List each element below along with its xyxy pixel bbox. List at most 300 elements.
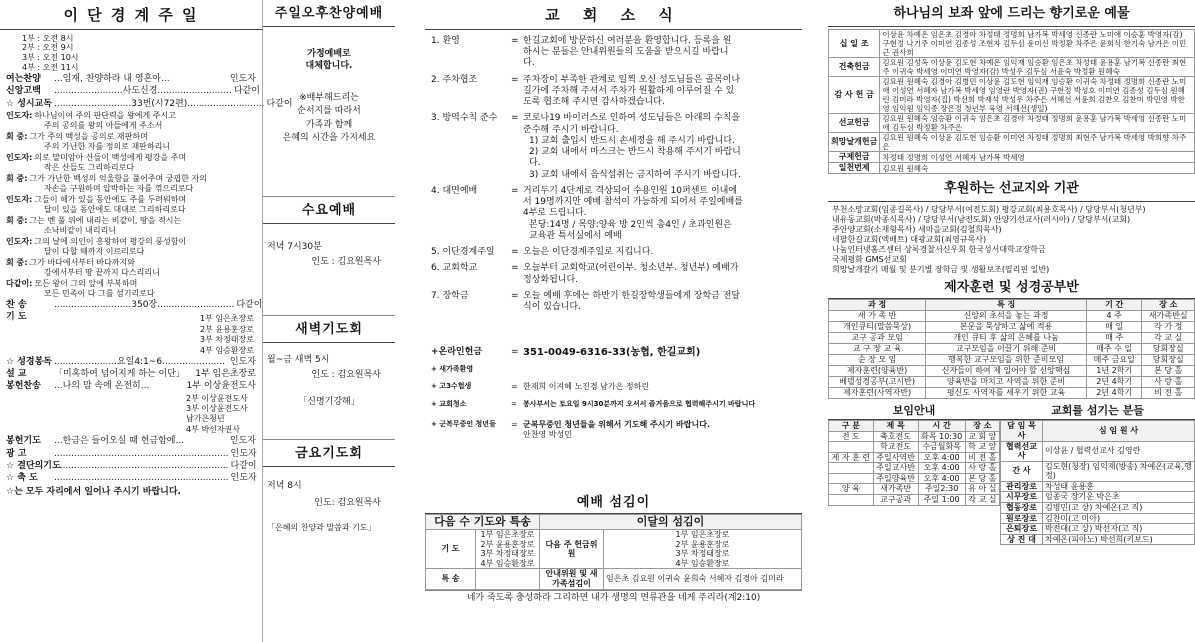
newcomer-row: + 새가족환영 bbox=[431, 364, 474, 373]
reading-verse bbox=[0, 237, 262, 257]
board-row bbox=[829, 484, 1000, 495]
table-cell: 매 일 bbox=[1086, 321, 1142, 332]
table-cell: 수금월화목 bbox=[918, 442, 965, 453]
offering-category: 십 일 조 bbox=[829, 30, 880, 58]
order-leader: 다같이 bbox=[233, 86, 260, 97]
officer-names: 임종국 장기운 박은초 bbox=[1042, 492, 1194, 503]
order-content: ............................................................. bbox=[54, 460, 229, 471]
offering-names: 이상윤 차예온 임은초 김경아 차정태 정명희 남가복 박세영 신종란 노미애 이승훈 박영자(감) 구현정 나기주 이미연 김종성 조현자 김두심 윤미신 박정환 차주은 윤희식 한기숙 남가은 이민근 권사희 bbox=[880, 30, 1195, 58]
news-line: 준수해 주시기 바랍니다. bbox=[523, 124, 619, 135]
header-cell: 시 간 bbox=[918, 420, 965, 431]
order-row bbox=[0, 461, 262, 472]
news-line: 코로나19 바이러스로 인하여 성도님들은 아래의 수칙을 bbox=[523, 113, 741, 124]
offering-category: 건축헌금 bbox=[829, 58, 880, 77]
order-leader: 인도자 bbox=[229, 436, 256, 447]
table-cell: 2년 4학기 bbox=[1086, 387, 1142, 398]
offering-names: 김요원 김성옥 이상윤 김도현 차예온 임익재 임승환 임은초 차성태 윤용훈 남기복 신종란 최현주 이귀숙 박세영 이미연 박영자(감) 박성우 김두심 서윤숙 박정환 원혜숙 bbox=[880, 58, 1195, 77]
next-member: 3부 차정태장로 bbox=[675, 549, 730, 559]
board-row bbox=[829, 452, 1000, 463]
table-cell: 교구공과 bbox=[873, 495, 918, 506]
training-row bbox=[829, 387, 1195, 398]
table-cell: 각 교 실 bbox=[1142, 332, 1195, 343]
reading-verse bbox=[0, 174, 262, 194]
order-of-worship-panel bbox=[0, 0, 293, 642]
order-content: ...임재, 찬양하라 내 영혼아... bbox=[54, 74, 170, 85]
verse-text: 하나님이여 주의 판단력을 왕에게 주시고 bbox=[34, 110, 176, 120]
mission-line: 국제평화 GMS선교회 bbox=[832, 254, 907, 264]
wednesday-info: 저녁 7시30분 인도 : 김요원목사 bbox=[267, 242, 381, 268]
mission-list bbox=[828, 202, 1195, 278]
service-time: 2부 : 오전 9시 bbox=[22, 43, 74, 53]
verse-text: 주의 공의를 왕의 아들에게 주소서 bbox=[44, 120, 163, 130]
table-cell: 오후 4:00 bbox=[918, 452, 965, 463]
table-cell: 당회장실 bbox=[1142, 354, 1195, 365]
sermon-row: 설 교 「미혹하여 넘어지게 하는 이단」 1부 임은초장로 bbox=[6, 369, 256, 380]
verse-line bbox=[6, 216, 256, 226]
officer-role: 간 사 bbox=[1001, 461, 1043, 481]
header-cell: 장 소 bbox=[1142, 299, 1195, 310]
training-title: 제자훈련 및 성경공부반 bbox=[828, 278, 1195, 299]
news-text bbox=[523, 113, 796, 181]
table-cell: 각 교 실 bbox=[965, 495, 999, 506]
header-cell: 장 소 bbox=[965, 420, 999, 431]
order-row bbox=[0, 98, 293, 110]
news-text bbox=[523, 291, 796, 314]
verse-line bbox=[6, 226, 256, 236]
offering-category: 구제헌금 bbox=[829, 152, 880, 163]
table-cell: 주일2:30 bbox=[918, 484, 965, 495]
table-cell: 본 당 홀 bbox=[965, 473, 999, 484]
order-label: 광 고 bbox=[6, 448, 27, 459]
news-subline: 본당:14명 / 목양:양육 방 2인씩 총4인 / 초과인원은 bbox=[529, 219, 732, 230]
news-line: 도록 협조해 주시면 감사하겠습니다. bbox=[523, 97, 665, 107]
table-cell bbox=[829, 473, 874, 484]
friday-info: 저녁 8시 인도: 김요원목사 「은혜의 찬양과 말씀과 기도」 bbox=[267, 480, 381, 533]
training-row bbox=[829, 332, 1195, 343]
table-cell: 제자훈련(양육반) bbox=[829, 365, 926, 376]
order-content: ...........................33번(시72편)........................... bbox=[54, 98, 265, 109]
officer-row bbox=[1001, 492, 1195, 503]
soldiers-row: + 군복무중인 청년들 = 군복무중인 청년들을 위해서 기도해 주시기 바랍니다. 안찬영 박성민 bbox=[431, 420, 710, 440]
news-item bbox=[431, 247, 796, 258]
order-top bbox=[0, 74, 293, 110]
table-cell: 1년 2학기 bbox=[1086, 365, 1142, 376]
news-title: 교 회 소 식 bbox=[425, 0, 802, 30]
next-member: 2부 윤용훈장로 bbox=[675, 539, 730, 549]
table-cell: 주일교사반 bbox=[873, 463, 918, 474]
verse-text: 모든 민족이 다 그를 섬기리로다 bbox=[44, 288, 155, 298]
offerings-title: 하나님의 보좌 앞에 드리는 향기로운 예물 bbox=[828, 0, 1195, 27]
table-cell: 화목 10:30 bbox=[918, 431, 965, 442]
news-text bbox=[523, 263, 796, 286]
offering-row bbox=[829, 133, 1195, 152]
officer-names: 김병민(고 상) 차예온(고 직) bbox=[1042, 503, 1194, 514]
table-cell: 제자훈련(사역자반) bbox=[829, 387, 926, 398]
verse-line bbox=[6, 258, 256, 268]
table-cell: 개인 큐티 후 삶의 은혜를 나눔 bbox=[926, 332, 1087, 343]
news-item bbox=[431, 113, 796, 181]
choir-member: 4부 박선자권사 bbox=[186, 424, 241, 434]
verse-text: 달이 있을 동안에도 대대로 그리하리로다 bbox=[44, 204, 186, 214]
news-text bbox=[523, 186, 796, 242]
verse-line bbox=[6, 132, 256, 142]
training-row bbox=[829, 376, 1195, 387]
verse-text: 그가 바다에서부터 바다까지와 bbox=[29, 257, 136, 267]
offerings-table bbox=[828, 29, 1195, 174]
order-content: ...한금은 들어오실 때 헌금함에... bbox=[54, 436, 185, 447]
verse-text: 주의 가난한 자를 정의로 재판하리니 bbox=[44, 141, 171, 151]
news-key: 6. 교회학교 bbox=[431, 263, 478, 274]
table-cell: 학교전도 bbox=[873, 442, 918, 453]
table-cell bbox=[829, 463, 874, 474]
verse-text: 그가 주의 백성을 공의로 재판하며 bbox=[29, 131, 148, 141]
order-row bbox=[0, 473, 262, 484]
table-cell: 학 교 앞 bbox=[965, 442, 999, 453]
offering-names: 김요원 원혜숙 이상윤 김도현 임승환 이미연 차정태 정명희 최현주 남가복 박세영 박희향 차주은 bbox=[880, 133, 1195, 152]
training-row bbox=[829, 321, 1195, 332]
table-cell: 양육반을 마치고 사역을 위한 준비 bbox=[926, 376, 1087, 387]
verse-text: 강에서부터 땅 끝까지 다스리리니 bbox=[44, 267, 160, 277]
service-time: 1부 : 오전 8시 bbox=[22, 33, 74, 43]
verse-line bbox=[6, 289, 256, 299]
choir-member: 남가은청년 bbox=[186, 414, 225, 424]
offering-row bbox=[829, 30, 1195, 58]
order-label: ☆ 축 도 bbox=[6, 473, 38, 483]
officer-row bbox=[1001, 503, 1195, 514]
table-cell: 행복한 교구모임을 위한 준비모임 bbox=[926, 354, 1087, 365]
reader: 인도자: bbox=[6, 110, 33, 120]
serve-table: 다음 수 기도와 특송 이달의 섬김이 기 도 1부 임은초장로 2부 윤용훈장로 3부 차정태장로 4부 임승환장로 다음 주 헌금위원 1부 임은초장로 2부 윤용훈장로 3부 차정태장로 4부 임승환장로 특 송 안내위원 및 새가족섬김이 임은초 김요원 이귀숙 윤희숙 서혜자 김경아 김미라 bbox=[425, 514, 802, 589]
next-member: 4부 임승환장로 bbox=[675, 558, 730, 568]
news-key: 2. 주차협조 bbox=[431, 74, 478, 85]
verse-line bbox=[6, 121, 256, 131]
prayer-row: 기 도 bbox=[6, 312, 27, 323]
table-cell: 새 가 족 반 bbox=[829, 310, 926, 321]
board-row bbox=[829, 495, 1000, 506]
table-cell: 전 도 bbox=[829, 431, 874, 442]
verse-text: 작은 산들도 그리하리로다 bbox=[44, 162, 135, 172]
news-subline: 다. bbox=[529, 158, 541, 169]
sunday-afternoon-main: 가정예배로 대체합니다. bbox=[305, 49, 353, 71]
officer-names: 차성태 윤용훈 bbox=[1042, 481, 1194, 492]
table-cell: 각 가 정 bbox=[1142, 321, 1195, 332]
officer-role: 협동장로 bbox=[1001, 503, 1043, 514]
table-cell: 비 전 홀 bbox=[965, 452, 999, 463]
bottom-tables bbox=[828, 403, 1195, 546]
news-text bbox=[523, 36, 796, 70]
table-cell bbox=[829, 442, 874, 453]
news-text bbox=[523, 247, 796, 258]
verse-line bbox=[6, 279, 256, 289]
news-key: 1. 환영 bbox=[431, 35, 460, 46]
order-label: 신앙고백 bbox=[6, 86, 41, 97]
table-cell: 새가족반실 bbox=[1142, 310, 1195, 321]
news-eq: = bbox=[511, 113, 519, 124]
news-key: 3. 방역수칙 준수 bbox=[431, 113, 498, 124]
training-row bbox=[829, 354, 1195, 365]
table-header bbox=[829, 299, 1195, 310]
board-row bbox=[829, 442, 1000, 453]
choir-members bbox=[0, 394, 262, 436]
verse-text: 달이 다할 때까지 이르리로다 bbox=[44, 246, 145, 256]
mission-line: 나눔인터넷홈즈센터 상록경찰서신우회 한국성서대학교장학금 bbox=[832, 244, 1046, 254]
news-line: 주차장이 부족한 관계로 일찍 오신 성도님들은 골목이나 bbox=[523, 74, 741, 85]
officer-names: 박전대(고 상) 박선자(고 직) bbox=[1042, 524, 1194, 535]
table-cell: 신앙의 초석을 놓는 과정 bbox=[926, 310, 1087, 321]
header-cell: 구 분 bbox=[829, 420, 874, 431]
offering-names: 김요원 원혜숙 임승환 이귀숙 임은초 김경아 차정태 정명희 윤용훈 남가복 박세영 신종란 노미애 김두심 박정환 차주은 bbox=[880, 114, 1195, 133]
news-eq: = bbox=[511, 290, 519, 301]
table-cell: 교 회 앞 bbox=[965, 431, 999, 442]
mission-line: 주안양교회(소재형목사) 새마을교회(김철희목사) bbox=[832, 224, 1002, 234]
reading-verse bbox=[0, 258, 262, 278]
officer-row bbox=[1001, 534, 1195, 545]
table-cell: 오후 4:00 bbox=[918, 463, 965, 474]
header-cell: 특 징 bbox=[926, 299, 1087, 310]
offering-names: 김요원 원혜숙 bbox=[880, 163, 1195, 174]
table-cell: 개인큐티(말씀묵상) bbox=[829, 321, 926, 332]
cleaning-row: + 교회청소 = 봉사부서는 토요일 9시30분까지 오셔서 즐거움으로 협력해주시기 바랍니다 bbox=[431, 399, 756, 408]
verse-line bbox=[6, 247, 256, 257]
officers-title: 교회를 섬기는 분들 bbox=[1000, 403, 1195, 420]
order-leader: 인도자 bbox=[230, 473, 257, 483]
service-time: 3부 : 오전 10시 bbox=[22, 52, 79, 62]
service-time: 4부 : 오전 11시 bbox=[22, 62, 79, 72]
verse-text: 자손을 구원하며 압박하는 자를 꺾으리로다 bbox=[44, 183, 194, 193]
table-cell: 당회장실 bbox=[1142, 343, 1195, 354]
officer-role: 은퇴장로 bbox=[1001, 524, 1043, 535]
officer-role: 협력선교사 bbox=[1001, 441, 1043, 461]
verse-line bbox=[6, 111, 256, 121]
order-row bbox=[0, 436, 262, 447]
mission-line: 희망날개갈기 매월 및 분기별 장학금 및 생활보조(필리핀 일반) bbox=[832, 264, 1050, 274]
table-cell: 순 장 모 임 bbox=[829, 354, 926, 365]
reader: 다같이: bbox=[6, 278, 33, 288]
verse-line bbox=[6, 184, 256, 194]
reader: 회 중: bbox=[6, 131, 28, 141]
reading-verse bbox=[0, 111, 262, 131]
dawn-info: 월~금 새벽 5시 인도 : 김요원목사 「신명기강해」 bbox=[267, 354, 381, 408]
reading-verse bbox=[0, 153, 262, 173]
news-line: 오늘부터 교회학교(어린이부. 청소년부. 청년부) 예배가 bbox=[523, 263, 739, 274]
mission-line: 부천소망교회(임종길목사) / 당당부서(여전도회) 평강교회(최용호목사) / 당당부서(청년부) bbox=[832, 204, 1146, 214]
news-line: 4부로 드립니다. bbox=[523, 208, 587, 219]
offering-row bbox=[829, 77, 1195, 114]
news-item bbox=[431, 263, 796, 286]
reader: 회 중: bbox=[6, 257, 28, 267]
training-table bbox=[828, 299, 1195, 399]
news-text bbox=[523, 75, 796, 109]
order-row bbox=[0, 86, 262, 97]
offering-category: 선교헌금 bbox=[829, 114, 880, 133]
news-line: 서 19명까지만 예배 참석이 가능하게 되어서 주일예배를 bbox=[523, 197, 743, 207]
table-cell: 사 랑 홀 bbox=[1142, 376, 1195, 387]
news-eq: = bbox=[511, 74, 519, 85]
reader: 인도자: bbox=[6, 236, 33, 246]
news-key: 5. 이단경계주일 bbox=[431, 247, 495, 257]
verse-text: 그들이 해가 있을 동안에도 주를 두려워하며 bbox=[34, 194, 187, 204]
mission-title: 후원하는 선교지와 기관 bbox=[828, 178, 1195, 201]
officer-row bbox=[1001, 481, 1195, 492]
training-row bbox=[829, 365, 1195, 376]
news-list bbox=[425, 30, 802, 314]
next-member: 1부 임은초장로 bbox=[675, 530, 730, 539]
service-times bbox=[22, 34, 262, 72]
news-eq: = bbox=[511, 185, 519, 196]
news-eq: = bbox=[511, 247, 519, 257]
order-row bbox=[0, 449, 262, 460]
reading-row: ☆ 성경봉독 ......................요일4:1~6...................... 인도자 bbox=[6, 356, 256, 367]
table-cell: 교구 공과 모임 bbox=[829, 332, 926, 343]
verse-text: 소낙비같이 내리리니 bbox=[44, 225, 117, 235]
order-bottom bbox=[0, 436, 262, 484]
offering-category: 희망날개헌금 bbox=[829, 133, 880, 152]
board-row bbox=[829, 463, 1000, 474]
order-label: 봉헌기도 bbox=[6, 436, 41, 447]
online-offering: +온라인헌금 = 351-0049-6316-33(농협, 한길교회) bbox=[431, 347, 701, 359]
table-cell: 제 자 훈 련 bbox=[829, 452, 874, 463]
order-leader: 인도자 bbox=[229, 74, 256, 85]
news-line: 오늘은 이단경계주일로 지킵니다. bbox=[523, 247, 654, 257]
order-leader: 인도자 bbox=[230, 448, 257, 459]
prayer-member: 3부 차정태장로 bbox=[199, 335, 254, 345]
verse-line bbox=[6, 205, 256, 215]
reader: 회 중: bbox=[6, 215, 28, 225]
order-row bbox=[0, 74, 262, 85]
order-leader: 다같이 bbox=[266, 98, 293, 109]
header-cell: 제 목 bbox=[873, 420, 918, 431]
news-key: 4. 대면예배 bbox=[431, 185, 478, 196]
officer-role: 원로장로 bbox=[1001, 513, 1043, 524]
hymn-row: 찬 송 ...........................350장........................... 다같이 bbox=[6, 299, 263, 310]
news-item bbox=[431, 186, 796, 242]
order-content: ............................................................. bbox=[54, 473, 229, 483]
verse-text: 그의 날에 의인이 흥왕하여 평강의 풍성함이 bbox=[34, 236, 187, 246]
table-cell: 매주 금요일 bbox=[1086, 354, 1142, 365]
table-cell: 2년 4학기 bbox=[1086, 376, 1142, 387]
news-subline: 1) 교회 출입시 반드시 손세정을 해 주시기 바랍니다. bbox=[529, 135, 736, 146]
news-key: 7. 장학금 bbox=[431, 290, 469, 301]
verse-line bbox=[6, 237, 256, 247]
reader: 회 중: bbox=[6, 173, 28, 183]
header-cell: 심 임 원 사 bbox=[1042, 420, 1194, 441]
table-cell: 교구모임을 이끌기 위해 준비 bbox=[926, 343, 1087, 354]
choir-member: 3부 이상윤전도사 bbox=[186, 404, 248, 414]
reader: 인도자: bbox=[6, 194, 33, 204]
table-cell: 베델성경공부(고시반) bbox=[829, 376, 926, 387]
board-row bbox=[829, 431, 1000, 442]
verse-line bbox=[6, 268, 256, 278]
table-cell: 주일사역반 bbox=[873, 452, 918, 463]
choir-row: 봉헌찬송 ...나의 맘 속에 온전히... 1부 이상윤전도사 bbox=[6, 381, 256, 392]
news-line: 정상화됩니다. bbox=[523, 274, 579, 285]
offering-row bbox=[829, 58, 1195, 77]
officer-names: 차예온(피아노) 박선희(키보드) bbox=[1042, 534, 1194, 545]
verse-text: 의로 말미암아 산들이 백성에게 평강을 주며 bbox=[34, 152, 187, 162]
table-cell: 주일양육반 bbox=[873, 473, 918, 484]
offering-row bbox=[829, 114, 1195, 133]
header-cell: 담 임 목 사 bbox=[1001, 420, 1043, 441]
news-line: 길가에 주차해 주셔서 주차가 원활하게 이루어질 수 있 bbox=[523, 85, 735, 96]
table-cell: 양 육 bbox=[829, 484, 874, 495]
pray-member: 3부 차정태장로 bbox=[480, 549, 535, 559]
offering-row bbox=[829, 163, 1195, 174]
pray-member: 1부 임은초장로 bbox=[480, 530, 535, 539]
board-title: 보임안내 bbox=[828, 403, 1000, 420]
table-cell: 매 주 bbox=[1086, 332, 1142, 343]
news-subline: 2) 교회 내에서 마스크는 반드시 착용해 주시기 바랍니 bbox=[529, 147, 741, 157]
church-news-panel bbox=[425, 0, 802, 642]
extra-news bbox=[425, 347, 802, 440]
mission-line: 내유동교회(박종식목사) / 당당부서(남전도회) 안양기선교사(러시아) / 당당부서(교회) bbox=[832, 214, 1131, 224]
officer-row bbox=[1001, 461, 1195, 481]
mission-line: 네팔한길교회(엑배트) 대광교회(최영규목사) bbox=[832, 234, 987, 244]
verse-text: 모든 왕이 그의 앞에 부복하며 bbox=[34, 278, 138, 288]
officer-row bbox=[1001, 441, 1195, 461]
table-cell: 유 아 실 bbox=[965, 484, 999, 495]
table-header bbox=[1001, 420, 1195, 441]
table-cell: 축호전도 bbox=[873, 431, 918, 442]
verse-text: 그가 가난한 백성의 억울함을 풀어주며 궁핍한 자의 bbox=[29, 173, 207, 183]
table-cell: 새가족반 bbox=[873, 484, 918, 495]
stand-note: ☆는 모두 자리에서 일어나 주시기 바랍니다. bbox=[6, 487, 181, 498]
table-cell: 비 전 홀 bbox=[1142, 387, 1195, 398]
serve-title: 예배 섬김이 bbox=[425, 493, 802, 514]
order-label: ☆ 성시교독 bbox=[6, 98, 52, 109]
table-cell: 사 랑 홀 bbox=[965, 463, 999, 474]
verse-line bbox=[6, 174, 256, 184]
table-cell: 신자들이 하여 제 일어야 할 신앙핵심 bbox=[926, 365, 1087, 376]
officer-names: 김찬미(고 미아) bbox=[1042, 513, 1194, 524]
responsive-reading bbox=[0, 111, 262, 299]
offering-row bbox=[829, 152, 1195, 163]
news-line: 하시는 분들은 안내위원들의 도움을 받으시길 바랍니 bbox=[523, 47, 729, 57]
prayer-member: 1부 임은초장로 bbox=[199, 314, 254, 324]
offering-category: 감 사 헌 금 bbox=[829, 77, 880, 114]
dawn-title: 새벽기도회 bbox=[263, 316, 395, 343]
reading-verse bbox=[0, 279, 262, 299]
header-cell: 기 간 bbox=[1086, 299, 1142, 310]
news-subline: 3) 교회 내에서 음식섭취는 금지하여 주시기 바랍니다. bbox=[529, 169, 741, 180]
pray-member: 2부 윤용훈장로 bbox=[480, 539, 535, 549]
order-label: ☆ 결단의기도 bbox=[6, 460, 61, 471]
wednesday-title: 수요예배 bbox=[263, 197, 395, 224]
table-cell: 평신도 사역자를 세우기 위한 교육 bbox=[926, 387, 1087, 398]
officer-row bbox=[1001, 524, 1195, 535]
officer-names: 김도현(청장) 임익재(방송) 차예온(교육,행정) bbox=[1042, 461, 1194, 481]
news-line: 한길교회에 방문하신 여러분을 환영합니다. 등록을 원 bbox=[523, 35, 732, 46]
header-cell: 과 정 bbox=[829, 299, 926, 310]
exam-row: + 고3수험생 = 한재희 이지혜 노진경 남가은 정하린 bbox=[431, 381, 650, 391]
prayer-member: 4부 임승환장로 bbox=[199, 345, 254, 355]
officer-role: 시무장로 bbox=[1001, 492, 1043, 503]
news-eq: = bbox=[511, 35, 519, 46]
verse-line bbox=[6, 195, 256, 205]
training-row bbox=[829, 310, 1195, 321]
officers-table bbox=[1000, 420, 1195, 546]
order-leader: 다같이 bbox=[230, 460, 257, 471]
offering-category: 일천번제 bbox=[829, 163, 880, 174]
officer-role: 상 진 대 bbox=[1001, 534, 1043, 545]
serve-section bbox=[425, 493, 802, 606]
news-line: 오늘 예배 후에는 하반기 한길장학생들에게 장학금 전달 bbox=[523, 290, 741, 301]
pray-member: 4부 임승환장로 bbox=[480, 558, 535, 568]
table-cell: 4 주 bbox=[1086, 310, 1142, 321]
sunday-afternoon-note: ※배부해드리는 순서지를 따라서 가족과 함께 은혜의 시간을 가지세요 bbox=[282, 92, 376, 144]
verse-line bbox=[6, 163, 256, 173]
news-line: 다. bbox=[523, 58, 535, 69]
reading-verse bbox=[0, 216, 262, 236]
